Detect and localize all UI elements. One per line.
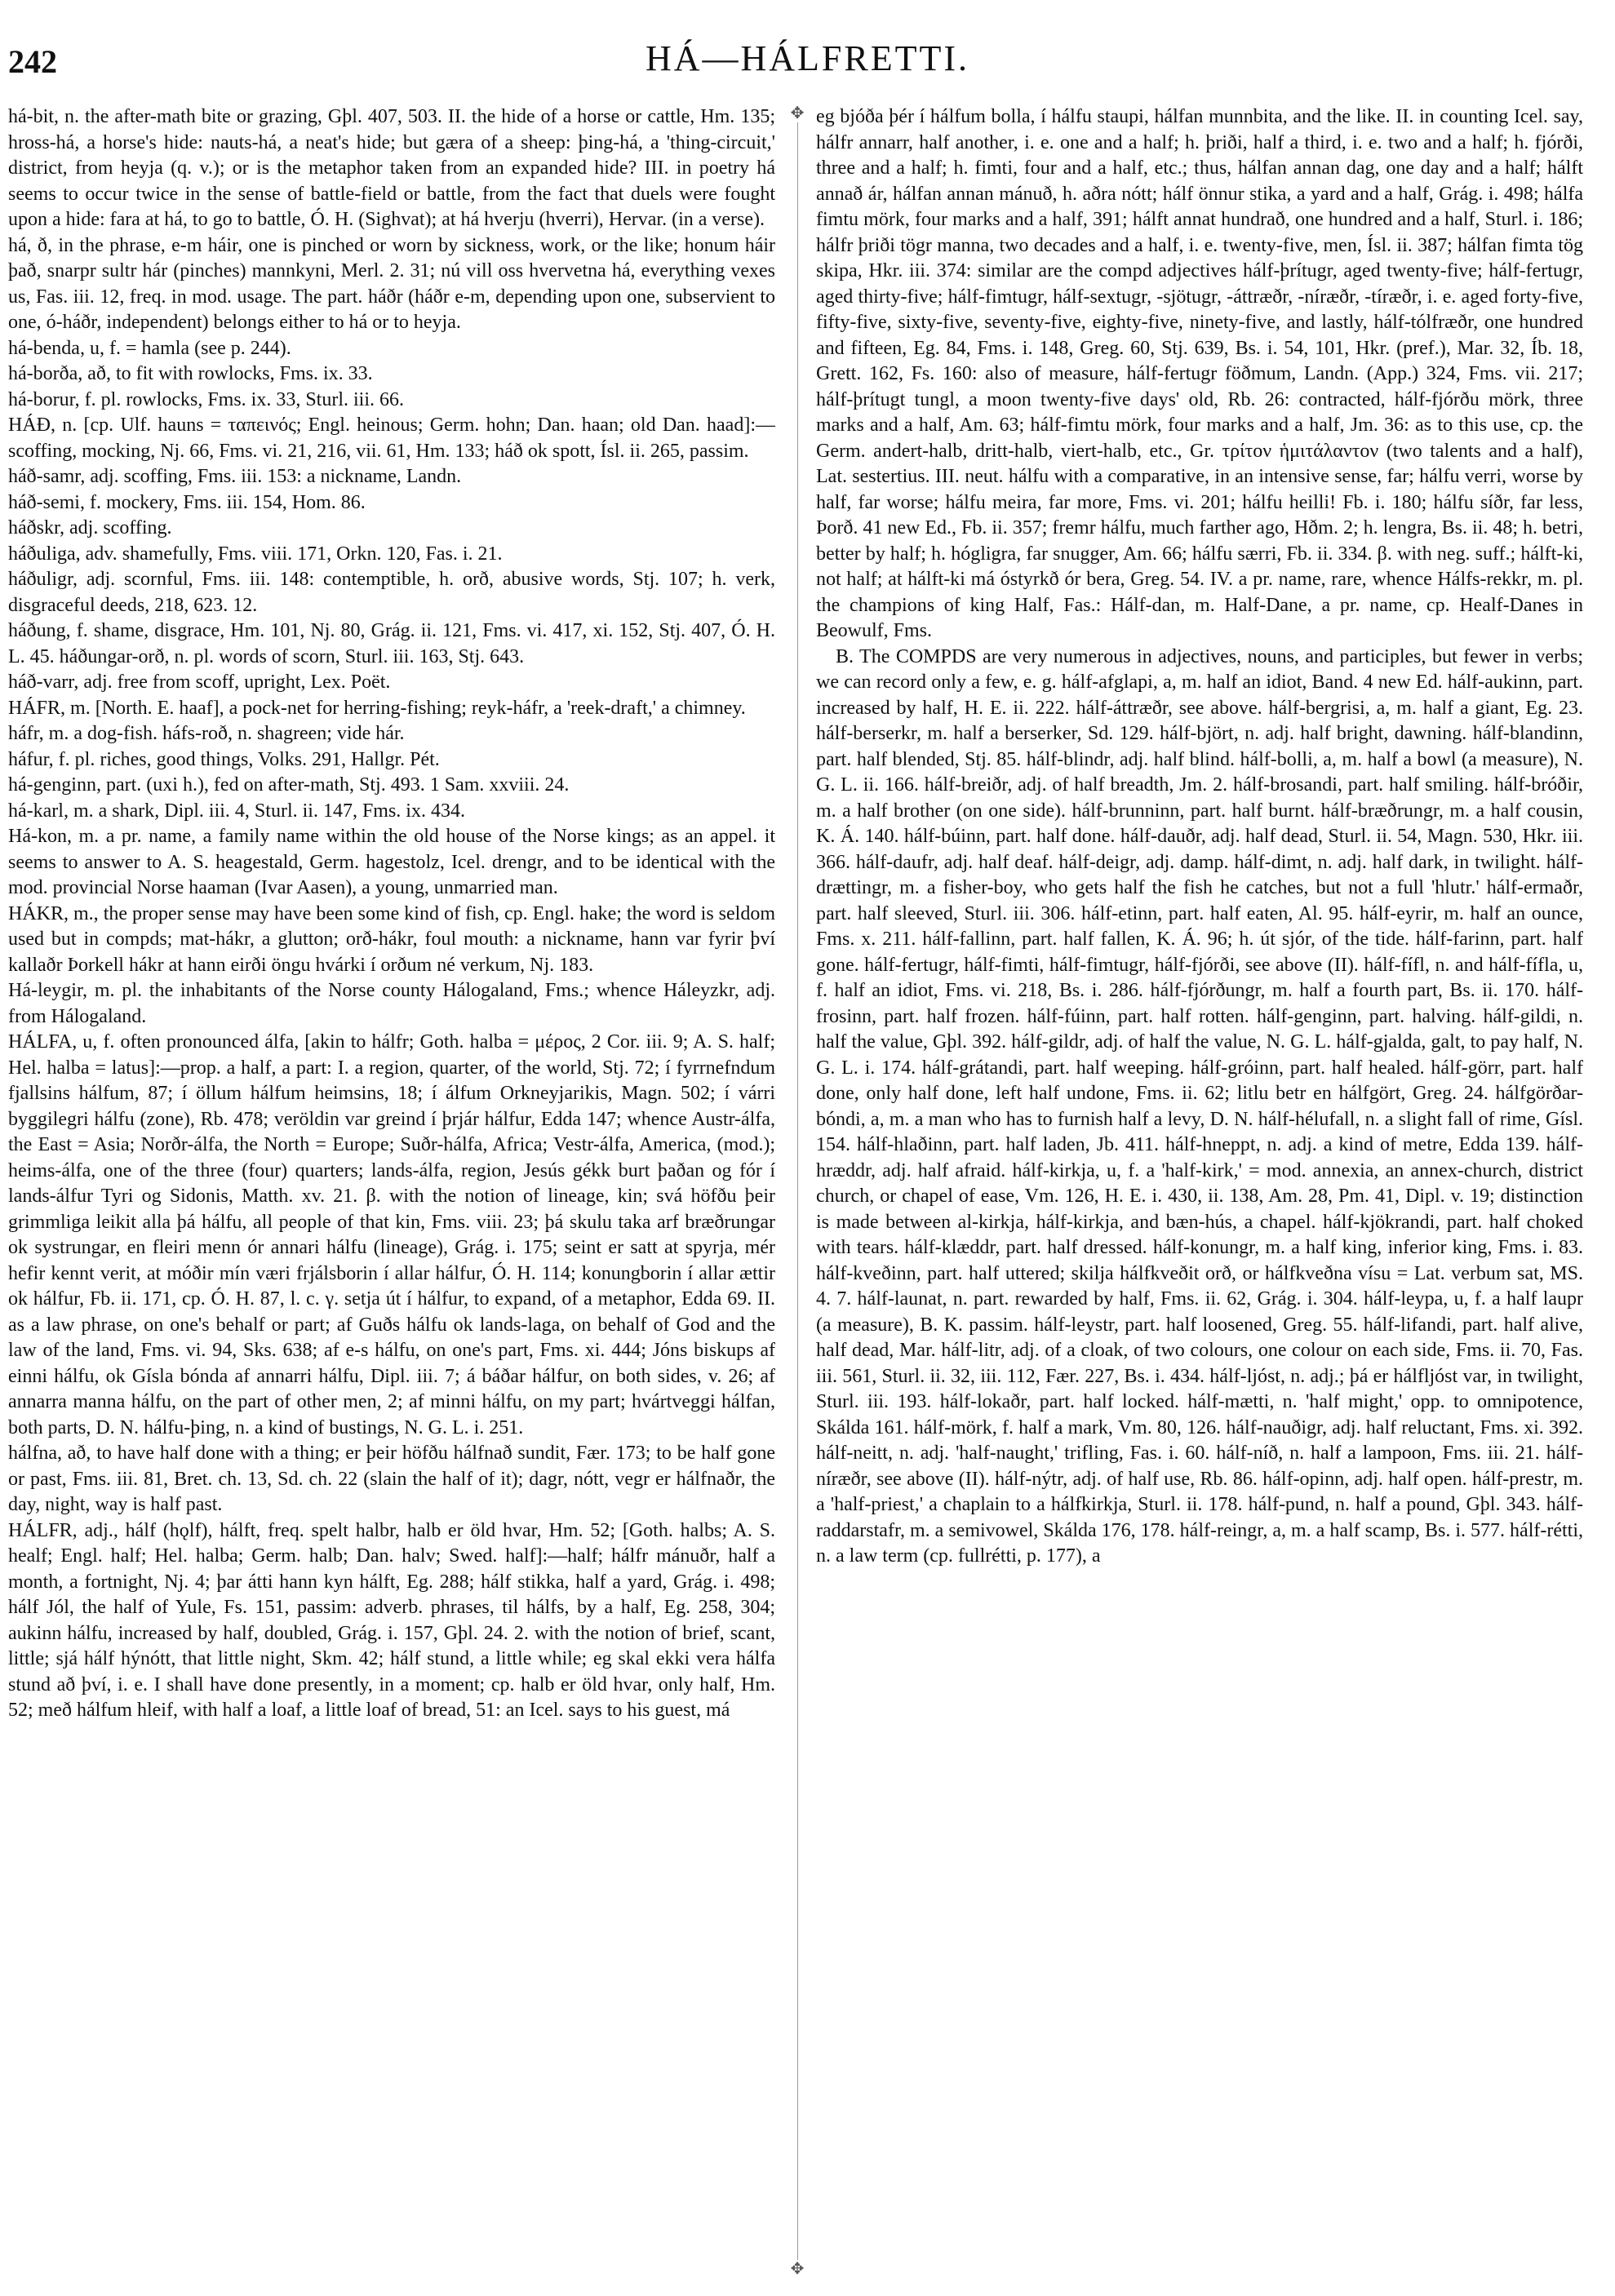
entry-hakr: HÁKR, m., the proper sense may have been some kind of fish, cp. Engl. hake; the word is seldom used but in compds; mat-hákr, a glutton; orð-hákr, foul mouth: a nickname, hann var fyrir því kallaðr Þorkell hákr at hann eirði öngu hvárki í orðum né verkum, Nj. 183. (8, 902, 775, 976)
entry-hadskr: háðskr, adj. scoffing. (8, 517, 172, 539)
entry-had-semi: háð-semi, f. mockery, Fms. iii. 154, Hom. 86. (8, 491, 366, 513)
entry-ha-bit: há-bit, n. the after-math bite or grazing, Gþl. 407, 503. II. the hide of a horse or cattle, Hm. 135; hross-há, a horse's hide: nauts-há, a neat's hide; but gæra of a sheep: þing-há, a 'thing-circuit,' district, from heyja (q. v.); or is the metaphor taken from an expanded hide? III. in poetry há seems to occur twice in the sense of battle-field or battle, from the fact that duels were fought upon a hide: fara at há, to go to battle, Ó. H. (Sighvat); at há hverju (hverri), Hervar. (in a verse). (8, 106, 775, 230)
left-column (8, 104, 775, 2275)
entry-hafr: HÁFR, m. [North. E. haaf], a pock-net for herring-fishing; reyk-háfr, a 'reek-draft,' a chimney. (8, 697, 746, 719)
entry-ha-borda: há-borða, að, to fit with rowlocks, Fms. ix. 33. (8, 363, 373, 384)
entry-ha-benda: há-benda, u, f. = hamla (see p. 244). (8, 337, 291, 359)
entry-had-samr: háð-samr, adj. scoffing, Fms. iii. 153: a nickname, Landn. (8, 466, 462, 487)
entry-ha-borur: há-borur, f. pl. rowlocks, Fms. ix. 33, Sturl. iii. 66. (8, 388, 405, 410)
entry-ha-leygir: Há-leygir, m. pl. the inhabitants of the Norse county Hálogaland, Fms.; whence Háleyzkr, adj. from Hálogaland. (8, 980, 775, 1027)
entry-ha-kon: Há-kon, m. a pr. name, a family name within the old house of the Norse kings; as an appel. it seems to answer to A. S. heagestald, Germ. hagestolz, Icel. drengr, and to be identical with the mod. provincial Norse haaman (Ivar Aasen), a young, unmarried man. (8, 826, 775, 898)
entry-compounds: B. The COMPDS are very numerous in adjectives, nouns, and participles, but fewer in verbs; we can record only a few, e. g. hálf-afglapi, a, m. half an idiot, Band. 4 new Ed. hálf-aukinn, part. increased by half, H. E. ii. 222. hálf-áttræðr, see above. hálf-bergrisi, a, m. half a giant, Eg. 23. hálf-berserkr, m. half a berserker, Sd. 129. hálf-björt, n. adj. half bright, dawning. hálf-blandinn, part. half blended, Stj. 85. hálf-blindr, adj. half blind. hálf-bolli, a, m. half a bowl (a measure), N. G. L. ii. 166. hálf-breiðr, adj. of half breadth, Jm. 2. hálf-brosandi, part. half smiling. hálf-bróðir, m. a half brother (on one side). hálf-brunninn, part. half burnt. hálf-bræðrungr, m. a half cousin, K. Á. 140. hálf-búinn, part. half done. hálf-dauðr, adj. half dead, Sturl. ii. 54, Magn. 530, Hkr. iii. 366. hálf-daufr, adj. half deaf. hálf-deigr, adj. damp. hálf-dimt, n. adj. half dark, in twilight. hálf-drættingr, m. a fisher-boy, who gets half the fish he catches, but not a full 'hlutr.' hálf-ermaðr, part. half sleeved, Sturl. iii. 306. hálf-etinn, part. half eaten, Al. 95. hálf-eyrir, m. half an ounce, Fms. x. 211. hálf-fallinn, part. half fallen, K. Á. 96; h. út sjór, of the tide. hálf-farinn, part. half gone. hálf-fertugr, hálf-fimti, hálf-fimtugr, hálf-fjórði, see above (II). hálf-fífl, n. and hálf-fífla, u, f. half an idiot, Fms. vi. 218, Bs. i. 286. hálf-fjórðungr, m. half a fourth part, Bs. ii. 170. hálf-frosinn, part. half frozen. hálf-fúinn, part. half rotten. hálf-genginn, part. halving. hálf-gildi, n. half the value, Gþl. 392. hálf-gildr, adj. of half the value, N. G. L. hálf-gjalda, galt, to pay half, N. G. L. i. 174. hálf-grátandi, part. half weeping. hálf-gróinn, part. half healed. hálf-görr, part. half done, only half done, left half undone, Fms. ii. 62; litlu betr en hálfgört, Greg. 24. hálfgörðar-bóndi, a, m. a man who has to furnish half a levy, D. N. hálf-hélufall, n. a slight fall of rime, Gísl. 154. hálf-hlaðinn, part. half laden, Jb. 411. hálf-hneppt, n. adj. a kind of metre, Edda 139. hálf-hræddr, adj. half afraid. hálf-kirkja, u, f. a 'half-kirk,' = mod. annexia, an annex-church, district church, or chapel of ease, Vm. 126, H. E. i. 430, ii. 138, Am. 28, Pm. 41, Dipl. v. 19; distinction is made between al-kirkja, hálf-kirkja, and bæn-hús, a chapel. hálf-kjökrandi, part. half choked with tears. hálf-klæddr, part. half dressed. hálf-konungr, m. a half king, inferior king, Fms. i. 83. hálf-kveðinn, part. half uttered; skilja hálfkveðit orð, or hálfkveðna vísu = Lat. verbum sat, MS. 4. 7. hálf-launat, n. part. rewarded by half, Fms. ii. 62, Grág. i. 304. hálf-leypa, u, f. a half laupr (a measure), B. K. passim. hálf-leystr, part. half loosened, Greg. 55. hálf-lifandi, part. half alive, half dead, Mar. hálf-litr, adj. of a cloak, of two colours, one colour on each side, Fms. ii. 70, Fas. iii. 561, Sturl. ii. 32, iii. 112, Fær. 227, Bs. i. 434. hálf-ljóst, n. adj.; þá er hálfljóst var, in twilight, Sturl. iii. 193. hálf-lokaðr, part. half locked. hálf-mætti, n. 'half might,' opp. to omnipotence, Skálda 161. hálf-mörk, f. half a mark, Vm. 80, 126. hálf-nauðigr, adj. half reluctant, Fms. xi. 392. hálf-neitt, n. adj. 'half-naught,' trifling, Fas. i. 60. hálf-níð, n. half a lampoon, Fms. iii. 21. hálf-níræðr, see above (II). hálf-nýtr, adj. of half use, Rb. 86. hálf-opinn, adj. half open. hálf-prestr, m. a 'half-priest,' a chaplain to a hálfkirkja, Sturl. ii. 178. hálf-pund, n. half a pound, Gþl. 343. hálf-raddarstafr, m. a semivowel, Skálda 176, 178. hálf-reingr, a, m. a half scamp, Bs. i. 577. hálf-rétti, n. a law term (cp. fullrétti, p. 177), a (816, 645, 1583, 1567)
page-number: 242 (8, 43, 57, 80)
divider-ornament-top: ✥ (788, 104, 806, 122)
column-divider (797, 104, 798, 2275)
right-column (816, 104, 1583, 2275)
running-head: HÁ—HÁLFRETTI. (645, 38, 970, 78)
entry-halfr-continued: eg bjóða þér í hálfum bolla, í hálfu staupi, hálfan munnbita, and the like. II. in counting Icel. say, hálfr annarr, half another, i. e. one and a half; h. þriði, half a third, i. e. two and a half; h. fjórði, three and a half; h. fimti, four and a half, etc.; thus, hálfan annan dag, one day and a half; hálft annað ár, hálfan annan mánuð, h. aðra nótt; hálf önnur stika, a yard and a half, Grág. i. 498; hálfa fimtu mörk, four marks and a half, 391; hálft annat hundrað, one hundred and a half, Sturl. i. 186; hálfr þriði tögr manna, two decades and a half, i. e. twenty-five, men, Ísl. ii. 387; hálfan fimta tög skipa, Hkr. iii. 374: similar are the compd adjectives hálf-þrítugr, aged twenty-five; hálf-fertugr, aged thirty-five; hálf-fimtugr, hálf-sextugr, -sjötugr, -áttræðr, -níræðr, -tíræðr, i. e. aged forty-five, fifty-five, sixty-five, seventy-five, eighty-five, ninety-five, and lastly, hálf-tólfræðr, one hundred and fifteen, Eg. 84, Fms. i. 148, Greg. 60, Stj. 639, Bs. i. 54, 101, Hkr. (pref.), Mar. 32, Íb. 18, Grett. 162, Fs. 160: also of measure, hálf-fertugr föðmum, Landn. (App.) 324, Fms. vii. 217; hálf-þrítugt tungl, a moon twenty-five days' old, Rb. 26: contracted, hálf-fjórðu mörk, three marks and a half, Am. 63; hálf-fimtu mörk, four marks and a half, Jm. 36: as to this use, cp. the Germ. andert-halb, dritt-halb, viert-halb, etc., Gr. τρίτον ἡμιτάλαντον (two talents and a half), Lat. sestertius. III. neut. hálfu with a comparative, in an intensive sense, far; hálfu verri, worse by half, far worse; hálfu meira, far more, Fms. vi. 201; hálfu heilli! Fb. i. 180; hálfu síðr, far less, Þorð. 41 new Ed., Fb. ii. 357; fremr hálfu, much farther ago, Hðm. 2; h. lengra, Bs. ii. 48; h. betri, better by half; h. hógligra, far snugger, Am. 66; hálfu særri, Fb. ii. 334. β. with neg. suff.; hálft-ki, not half; at hálft-ki má óstyrkð ór bera, Greg. 54. IV. a pr. name, rare, whence Hálfs-rekkr, m. pl. the champions of king Half, Fas.: Hálf-dan, m. Half-Dane, a pr. name, cp. Healf-Danes in Beowulf, Fms. (816, 106, 1583, 641)
entry-had: HÁÐ, n. [cp. Ulf. hauns = ταπεινός; Engl. heinous; Germ. hohn; Dan. haan; old Dan. haad]:—scoffing, mocking, Nj. 66, Fms. vi. 21, 216, vii. 61, Hm. 133; háð ok spott, Ísl. ii. 265, passim. (8, 414, 775, 462)
entry-ha-verb: há, ð, in the phrase, e-m háir, one is pinched or worn by sickness, work, or the like; honum háir það, snarpr sultr hár (pinches) mannkyni, Merl. 2. 31; nú vill oss hvervetna há, everything vexes us, Fas. iii. 12, freq. in mod. usage. The part. háðr (háðr e-m, depending upon one, subservient to one, ó-háðr, independent) belongs either to há or to heyja. (8, 234, 775, 333)
entry-haduligr: háðuligr, adj. scornful, Fms. iii. 148: contemptible, h. orð, abusive words, Stj. 107; h. verk, disgraceful deeds, 218, 623. 12. (8, 569, 775, 616)
entry-ha-genginn: há-genginn, part. (uxi h.), fed on after-math, Stj. 493. 1 Sam. xxviii. 24. (8, 774, 570, 796)
divider-ornament-bottom: ✥ (788, 2260, 806, 2278)
entry-had-varr: háð-varr, adj. free from scoff, upright, Lex. Poët. (8, 672, 391, 693)
entry-hadung: háðung, f. shame, disgrace, Hm. 101, Nj. 80, Grág. ii. 121, Fms. vi. 417, xi. 152, Stj. 407, Ó. H. L. 45. háðungar-orð, n. pl. words of scorn, Sturl. iii. 163, Stj. 643. (8, 620, 775, 667)
entry-ha-karl: há-karl, m. a shark, Dipl. iii. 4, Sturl. ii. 147, Fms. ix. 434. (8, 800, 465, 822)
entry-haduliga: háðuliga, adv. shamefully, Fms. viii. 171, Orkn. 120, Fas. i. 21. (8, 543, 503, 565)
entry-halfna: hálfna, að, to have half done with a thing; er þeir höfðu hálfnað sundit, Fær. 173; to be half gone or past, Fms. iii. 81, Bret. ch. 13, Sd. ch. 22 (slain the half of it); dagr, nótt, vegr er hálfnaðr, the day, night, way is half past. (8, 1443, 775, 1515)
entry-halfa: HÁLFA, u, f. often pronounced álfa, [akin to hálfr; Goth. halba = μέρος, 2 Cor. iii. 9; A. S. half; Hel. halba = latus]:—prop. a half, a part: I. a region, quarter, of the world, Stj. 72; í fyrrnefndum fjallsins hálfum, 87; í öllum hálfum heimsins, 18; í álfum Orkneyjarikis, Magn. 502; í várri byggilegri hálfu (zone), Rb. 478; veröldin var greind í þrjár hálfur, Edda 147; whence Austr-álfa, the East = Asia; Norðr-álfa, the North = Europe; Suðr-hálfa, Africa; Vestr-álfa, America, (mod.); heims-álfa, one of the three (four) quarters; lands-álfa, region, Jesús gékk burt þaðan og fór í lands-álfur Tyri og Sidonis, Matth. xv. 21. β. with the notion of lineage, kin; svá höfðu þeir grimmliga leikit alla þá hálfu, all people of that kin, Fms. viii. 23; þá skulu taka arf bræðrungar ok systrungar, en fleiri menn ór annari hálfu (lineage), Grág. i. 175; seint er satt at spyrja, mér hefir kennt verit, at móðir mín væri frjálsborin í allar hálfur, Ó. H. 114; konungborin í allar ættir ok hálfur, Fb. ii. 171, cp. Ó. H. 87, l. c. γ. setja út í hálfur, to expand, of a metaphor, Edda 69. II. as a law phrase, on one's behalf or part; af Guðs hálfu ok lands-laga, on behalf of God and the law of the land, Fms. vi. 94, Sks. 638; af e-s hálfu, on one's part, Fms. xi. 444; Jóns biskups af einni hálfu, ok Gísla bónda af annarri hálfu, Dipl. iii. 7; á báðar hálfur, on both sides, v. 26; af annarra manna hálfu, on the part of other men, 2; af minni hálfu, on my part; hvártveggi hálfan, both parts, D. N. hálfu-þing, n. a kind of bustings, N. G. L. i. 251. (8, 1031, 775, 1438)
entry-halfr: HÁLFR, adj., hálf (hǫlf), hálft, freq. spelt halbr, halb er öld hvar, Hm. 52; [Goth. halbs; A. S. healf; Engl. half; Hel. halba; Germ. halb; Dan. halv; Swed. half]:—half; hálfr mánuðr, half a month, a fortnight, Nj. 4; þar átti hann kyn hálft, Eg. 288; hálf stikka, half a yard, Grág. i. 498; hálf Jól, the half of Yule, Fs. 151, passim: adverb. phrases, til hálfs, by a half, Eg. 258, 304; aukinn hálfu, increased by half, doubled, Grág. i. 157, Gþl. 24. 2. with the notion of brief, scant, little; sjá hálf hýnótt, that little night, Skm. 42; hálf stund, a little while; eg skal ekki vera hálfa stund að því, i. e. I shall have done presently, in a moment; cp. halb er öld hvar, only half, Hm. 52; með hálfum hleif, with half a loaf, a little loaf of bread, 51: an Icel. says to his guest, má (8, 1519, 775, 1721)
entry-hafr-dogfish: háfr, m. a dog-fish. háfs-roð, n. shagreen; vide hár. (8, 723, 405, 744)
entry-hafur: háfur, f. pl. riches, good things, Volks. 291, Hallgr. Pét. (8, 748, 440, 770)
